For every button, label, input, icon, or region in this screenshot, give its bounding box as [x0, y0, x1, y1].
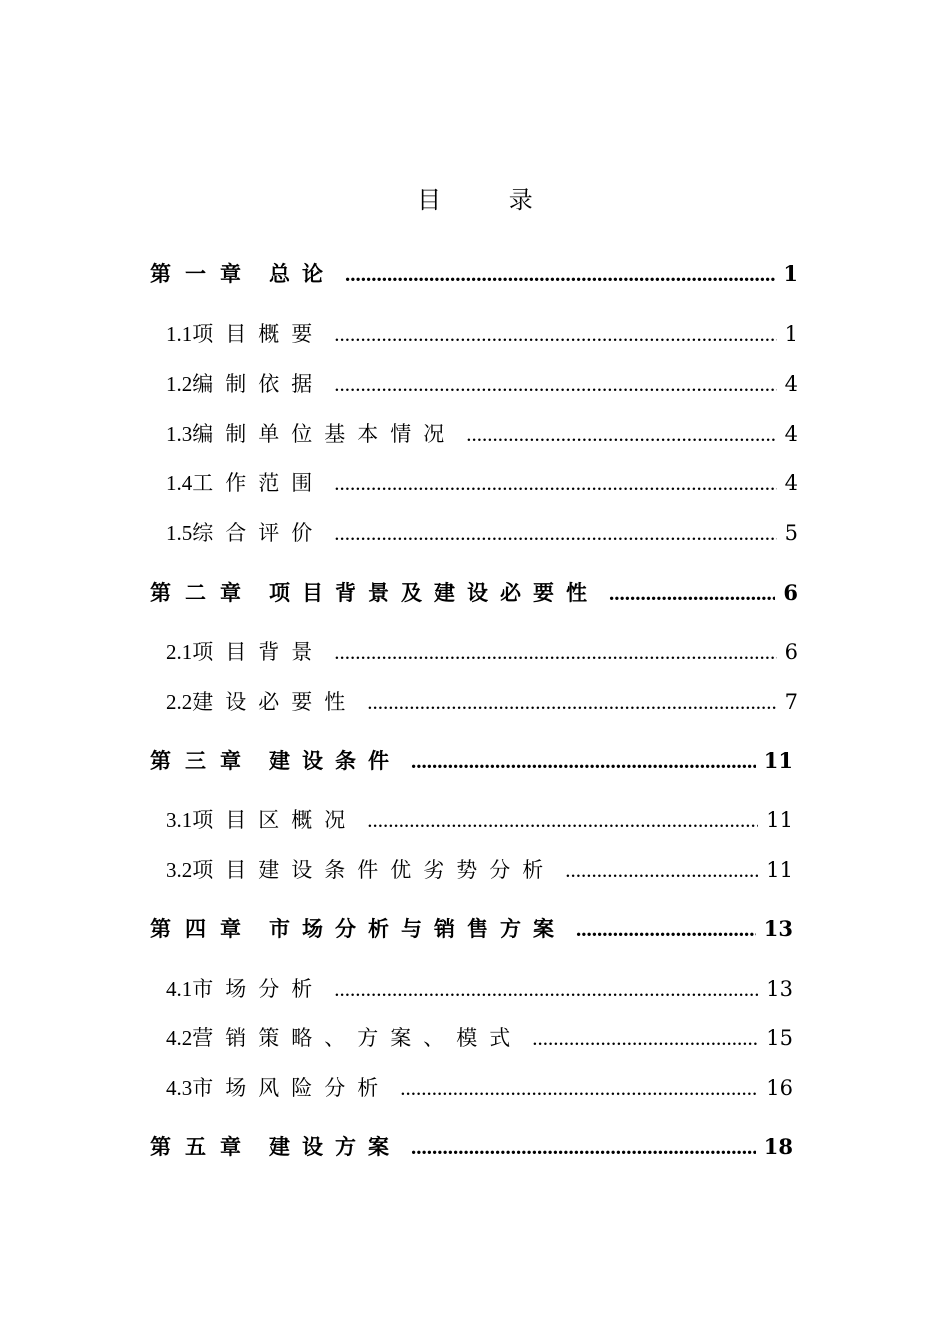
page-number: 4 — [784, 422, 798, 446]
page-number: 16 — [766, 1076, 793, 1100]
leader-dots — [576, 917, 756, 942]
page-number: 7 — [784, 690, 798, 714]
section-number: 2.1 — [166, 640, 193, 664]
page-number: 6 — [784, 640, 798, 664]
page-number: 4 — [784, 372, 798, 396]
section-name: 工作范围 — [192, 471, 325, 495]
chapter-name: 市场分析与销售方案 — [269, 916, 566, 941]
toc-section-2-2[interactable] — [166, 686, 798, 716]
leader-dots — [411, 1135, 756, 1160]
page-number: 11 — [766, 858, 793, 882]
toc-section-2-1[interactable] — [166, 636, 798, 666]
section-name: 市场分析 — [192, 977, 325, 1001]
leader-dots — [334, 322, 776, 347]
page-number: 5 — [784, 521, 798, 545]
section-name: 项目区概况 — [192, 808, 358, 832]
toc-section-1-4[interactable] — [166, 467, 798, 497]
toc-chapter-4[interactable] — [150, 913, 793, 943]
toc-section-4-1[interactable] — [166, 973, 793, 1003]
section-number: 1.3 — [166, 422, 193, 446]
leader-dots — [367, 690, 776, 715]
section-name: 编制依据 — [192, 372, 325, 396]
page-number: 4 — [784, 471, 798, 495]
toc-section-1-5[interactable] — [166, 517, 798, 547]
section-number: 1.2 — [166, 372, 193, 396]
toc-chapter-1[interactable] — [150, 258, 798, 288]
chapter-number: 第一章 — [150, 261, 255, 286]
toc-section-3-1[interactable] — [166, 804, 793, 834]
page-number: 1 — [783, 261, 798, 286]
toc-section-4-3[interactable] — [166, 1072, 793, 1102]
leader-dots — [334, 471, 776, 496]
leader-dots — [411, 749, 756, 774]
leader-dots — [609, 581, 775, 606]
toc-section-3-2[interactable] — [166, 854, 793, 884]
toc-section-4-2[interactable] — [166, 1022, 793, 1052]
toc-section-1-2[interactable] — [166, 368, 798, 398]
toc-chapter-2[interactable] — [150, 577, 798, 607]
page-number: 13 — [763, 916, 793, 941]
section-number: 4.1 — [166, 977, 193, 1001]
page-number: 1 — [784, 322, 798, 346]
page-number: 13 — [766, 977, 793, 1001]
toc-title: 目 录 — [417, 186, 563, 214]
section-number: 2.2 — [166, 690, 193, 714]
page-number: 18 — [763, 1134, 793, 1159]
section-number: 1.1 — [166, 322, 193, 346]
leader-dots — [345, 262, 775, 287]
chapter-name: 总论 — [269, 261, 335, 286]
chapter-number: 第五章 — [150, 1134, 255, 1159]
section-number: 3.2 — [166, 858, 193, 882]
section-number: 1.5 — [166, 521, 193, 545]
chapter-number: 第四章 — [150, 916, 255, 941]
leader-dots — [367, 808, 758, 833]
leader-dots — [400, 1076, 758, 1101]
chapter-name: 建设条件 — [269, 748, 401, 773]
section-name: 营销策略、方案、模式 — [192, 1026, 523, 1050]
chapter-name: 建设方案 — [269, 1134, 401, 1159]
section-name: 综合评价 — [192, 521, 325, 545]
page-number: 11 — [766, 808, 793, 832]
page-number: 11 — [763, 748, 793, 773]
section-name: 项目概要 — [192, 322, 325, 346]
page-number: 15 — [766, 1026, 793, 1050]
leader-dots — [334, 977, 758, 1002]
section-number: 4.2 — [166, 1026, 193, 1050]
toc-chapter-5[interactable] — [150, 1131, 793, 1161]
leader-dots — [466, 422, 776, 447]
section-name: 编制单位基本情况 — [192, 422, 457, 446]
section-number: 1.4 — [166, 471, 193, 495]
toc-section-1-1[interactable] — [166, 318, 798, 348]
page-number: 6 — [783, 580, 798, 605]
section-name: 市场风险分析 — [192, 1076, 391, 1100]
leader-dots — [334, 521, 776, 546]
section-name: 项目建设条件优劣势分析 — [192, 858, 556, 882]
section-name: 项目背景 — [192, 640, 325, 664]
toc-chapter-3[interactable] — [150, 745, 793, 775]
leader-dots — [532, 1026, 758, 1051]
toc-section-1-3[interactable] — [166, 418, 798, 448]
section-name: 建设必要性 — [192, 690, 358, 714]
section-number: 3.1 — [166, 808, 193, 832]
chapter-number: 第三章 — [150, 748, 255, 773]
chapter-number: 第二章 — [150, 580, 255, 605]
section-number: 4.3 — [166, 1076, 193, 1100]
leader-dots — [565, 858, 758, 883]
leader-dots — [334, 640, 776, 665]
leader-dots — [334, 372, 776, 397]
chapter-name: 项目背景及建设必要性 — [269, 580, 599, 605]
